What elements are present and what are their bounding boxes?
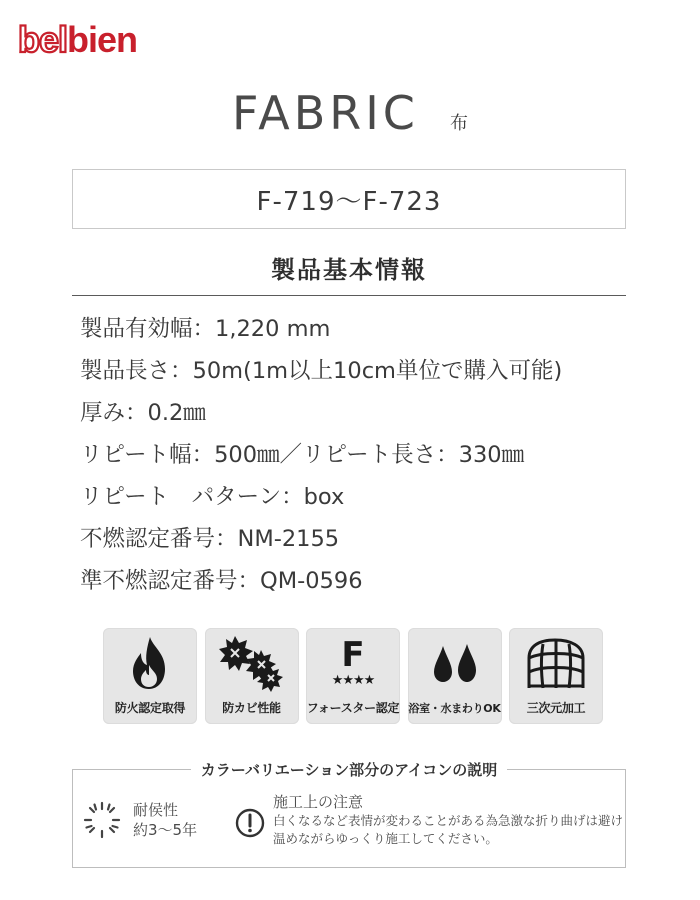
badge-label: 浴室・水まわりOK xyxy=(408,702,501,715)
durability-label: 耐侯性 xyxy=(133,801,179,819)
badge-antimold xyxy=(205,628,299,724)
badge-f-star xyxy=(306,628,400,724)
legend-caution xyxy=(235,792,623,848)
spec-repeat-size: リピート幅：500㎜／リピート長さ：330㎜ xyxy=(80,442,525,468)
spec-list xyxy=(80,308,640,602)
spec-quasi-nonflammable-number: 準不燃認定番号：QM-0596 xyxy=(80,568,363,594)
spec-repeat-pattern: リピート パターン：box xyxy=(80,484,345,510)
page-title-row xyxy=(0,86,700,140)
badge-fireproof xyxy=(103,628,197,724)
feature-badges xyxy=(103,628,603,724)
flame-icon xyxy=(127,635,173,691)
section-divider xyxy=(72,295,626,296)
product-code-box xyxy=(72,169,626,229)
spec-nonflammable-number: 不燃認定番号：NM-2155 xyxy=(80,526,340,552)
section-heading: 製品基本情報 xyxy=(271,256,427,284)
product-code: F-719〜F-723 xyxy=(256,186,442,217)
icon-legend xyxy=(72,761,626,868)
badge-label: 防火認定取得 xyxy=(114,701,186,715)
badge-water-ok xyxy=(408,628,502,724)
spec-thickness: 厚み：0.2㎜ xyxy=(80,400,206,426)
badge-label: 三次元加工 xyxy=(526,701,586,715)
badge-label: フォースター認定 xyxy=(306,701,400,715)
badge-3d xyxy=(509,628,603,724)
f-star-icon xyxy=(306,634,400,692)
caution-title: 施工上の注意 xyxy=(273,793,364,811)
badge-label: 防カビ性能 xyxy=(222,701,281,715)
page-subtitle: 布 xyxy=(450,113,468,134)
star-rating: ★★★★ xyxy=(331,673,375,688)
logo-part-right: bien xyxy=(67,19,138,60)
sunburst-icon xyxy=(83,801,121,839)
f-mark: F xyxy=(341,635,365,675)
durability-value: 約3〜5年 xyxy=(133,821,198,839)
legend-title: カラーバリエーション部分のアイコンの説明 xyxy=(191,761,507,779)
exclamation-circle-icon xyxy=(235,808,265,838)
water-drops-icon xyxy=(428,638,482,688)
mold-icon xyxy=(217,634,287,692)
spec-width: 製品有効幅：1,220 mm xyxy=(80,316,331,342)
legend-durability xyxy=(83,800,197,840)
brand-logo xyxy=(18,18,137,62)
spec-length: 製品長さ：50m(1m以上10cm単位で購入可能) xyxy=(80,358,563,384)
3d-curve-icon xyxy=(525,636,587,690)
caution-body: 白くなるなど表情が変わることがある為急激な折り曲げは避け温めながらゆっくり施工してください。 xyxy=(273,813,624,846)
logo-part-left: bel xyxy=(18,19,68,60)
page-title: FABRIC xyxy=(231,86,419,140)
